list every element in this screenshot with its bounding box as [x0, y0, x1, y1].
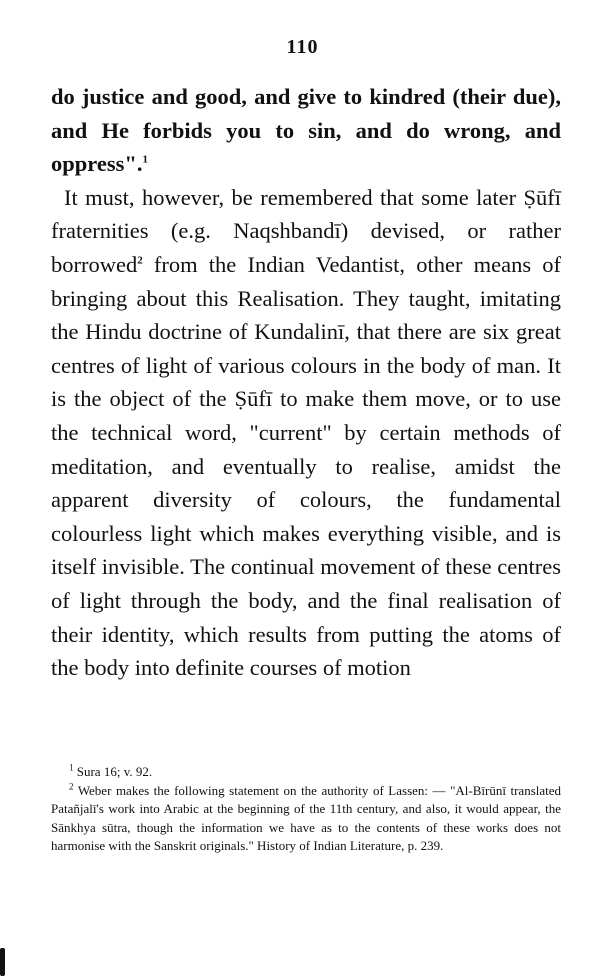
- footnotes: [51, 763, 561, 856]
- paragraph-text: do justice and good, and give to kindred (their due), and He forbids you to sin, and do wrong, and oppress".: [51, 84, 561, 177]
- paragraph-text: It must, however, be remembered that some later Ṣūfī fraternities (e.g. Naqshbandī) devised, or rather borrowed: [51, 184, 561, 277]
- scan-edge-mark: [0, 948, 5, 976]
- footnote-2: [51, 782, 561, 856]
- paragraph-text: from the Indian Vedantist, other means of bringing about this Realisation. They taught, imitating the Hindu doctrine of Kundalinī, that there are six great centres of light of various colours in the body of man. It is the object of the Ṣūfī to make them move, or to use the technical word, "current" by certain methods of meditation, and eventually to realise, amidst the apparent diversity of colours, the fundamental colourless light which makes everything visible, and is itself invisible. The continual movement of these centres of light through the body, and the final realisation of their identity, which results from putting the atoms of the body into definite courses of motion: [51, 251, 561, 681]
- paragraph-sufi-fraternities: [51, 181, 561, 685]
- footnote-number: 1: [69, 762, 74, 773]
- paragraph-continued: [51, 80, 561, 181]
- footnote-text: Sura 16; v. 92.: [76, 764, 153, 779]
- footnote-1: [51, 763, 561, 782]
- page-number: 110: [286, 36, 319, 58]
- main-text: [51, 80, 561, 685]
- footnote-text: Weber makes the following statement on the authority of Lassen: — "Al-Bīrūnī translated Patañjalī's work into Arabic at the beginning of the 11th century, and also, it would appear, the Sānkhya sūtra, though the information we have as to the contents of these works does not harmonise with the Sanskrit originals." History of Indian Literature, p. 239.: [51, 782, 562, 853]
- footnote-reference: 1: [142, 153, 148, 166]
- footnote-number: 2: [69, 781, 74, 792]
- footnote-reference: 2: [137, 254, 143, 267]
